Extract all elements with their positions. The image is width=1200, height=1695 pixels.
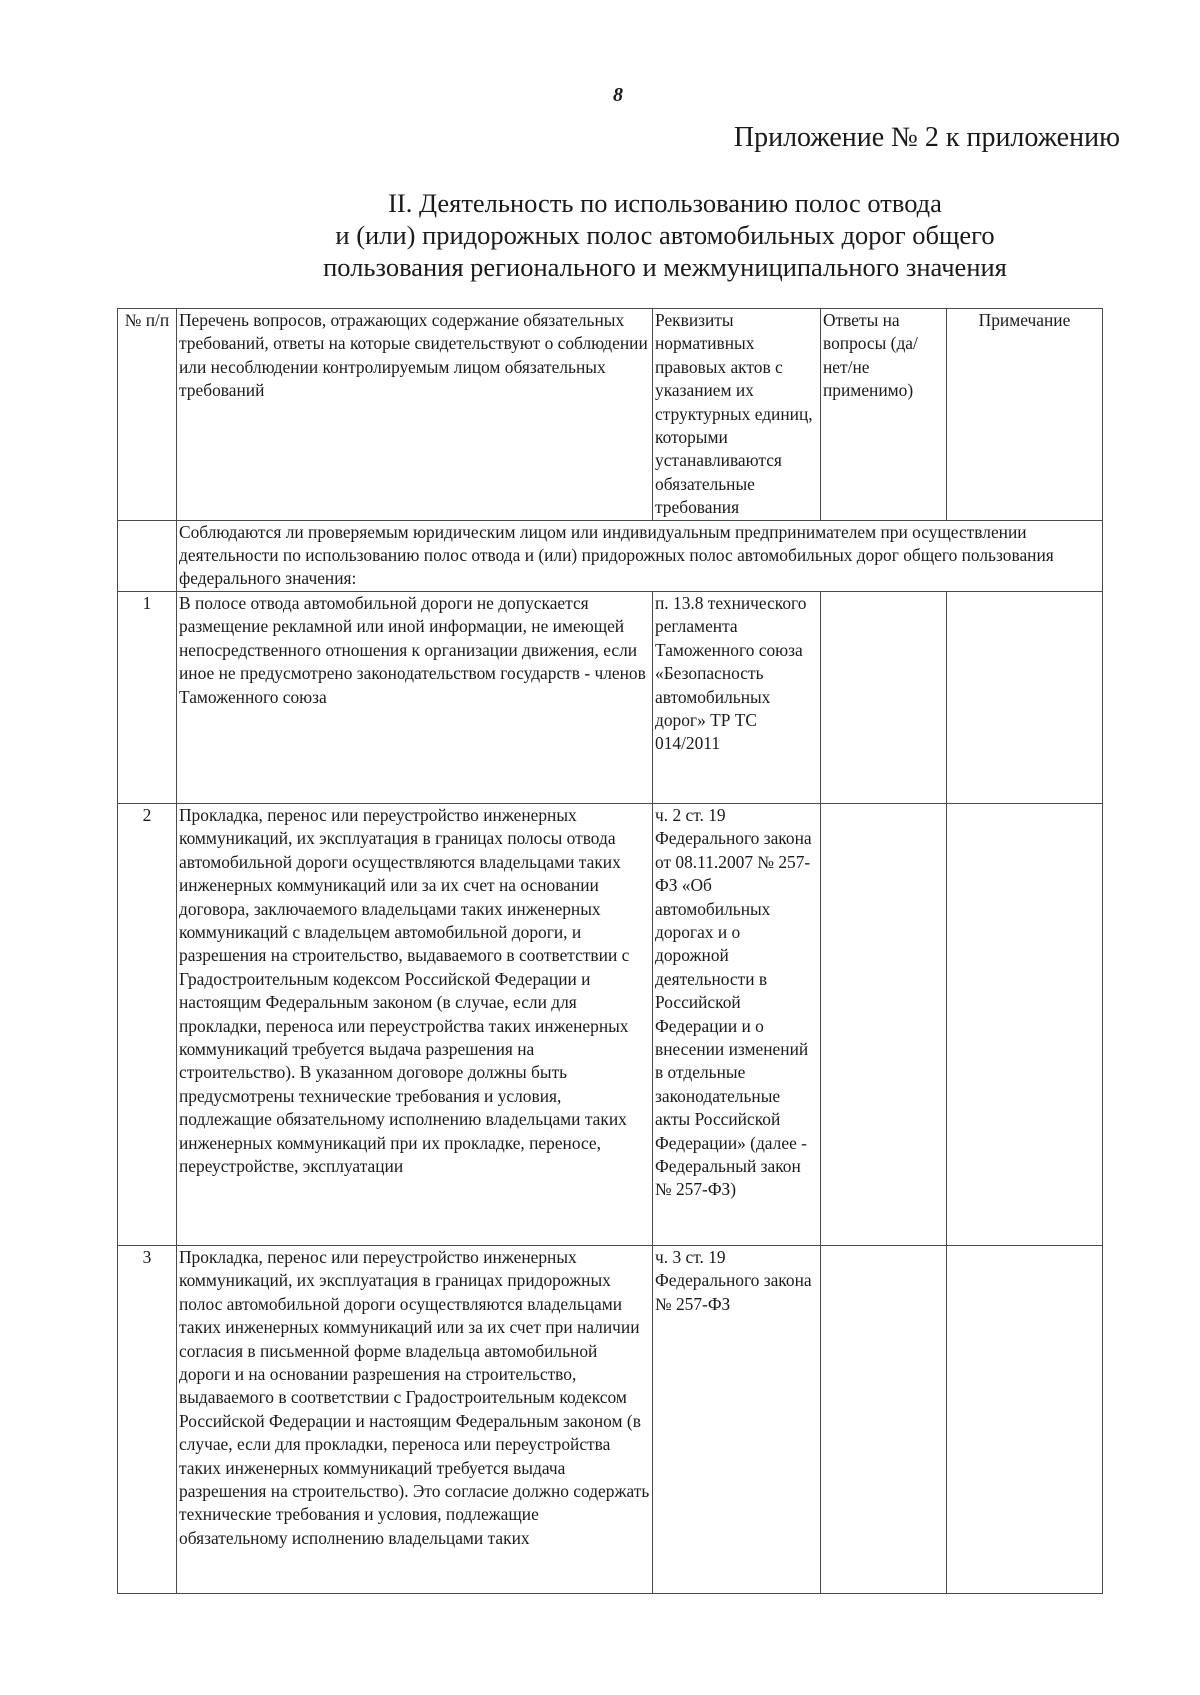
header-requisites: Реквизиты нормативных правовых актов с указанием их структурных единиц, которыми устанавливаются обязательные требования: [653, 309, 821, 521]
row-num: 2: [118, 803, 177, 1245]
row-answer: [821, 591, 947, 803]
section-title-line: и (или) придорожных полос автомобильных дорог общего: [335, 220, 995, 250]
header-questions: Перечень вопросов, отражающих содержание обязательных требований, ответы на которые свидетельствуют о соблюдении или несоблюдении контролируемым лицом обязательных требований: [177, 309, 653, 521]
group-row-num: [118, 520, 177, 591]
section-title-line: II. Деятельность по использованию полос отвода: [388, 188, 942, 218]
row-question: Прокладка, перенос или переустройство инженерных коммуникаций, их эксплуатация в границах придорожных полос автомобильной дороги осуществляются владельцами таких инженерных коммуникаций или за их счет при наличии согласия в письменной форме владельца автомобильной дороги и на основании разрешения на строительство, выдаваемого в соответствии с Градостроительным кодексом Российской Федерации и настоящим Федеральным законом (в случае, если для прокладки, переноса или переустройства таких инженерных коммуникаций требуется выдача разрешения на строительство). Это согласие должно содержать технические требования и условия, подлежащие обязательному исполнению владельцами таких: [177, 1245, 653, 1593]
page-number: 8: [613, 84, 623, 106]
row-note: [947, 803, 1103, 1245]
header-num: № п/п: [118, 309, 177, 521]
row-num: 1: [118, 591, 177, 803]
table-row: [118, 1245, 1103, 1593]
group-row-text: Соблюдаются ли проверяемым юридическим лицом или индивидуальным предпринимателем при осуществлении деятельности по использованию полос отвода и (или) придорожных полос автомобильных дорог общего пользования федерального значения:: [177, 520, 1103, 591]
appendix-label: Приложение № 2 к приложению: [733, 122, 1120, 153]
row-note: [947, 1245, 1103, 1593]
requirements-table: [117, 308, 1103, 1594]
row-answer: [821, 803, 947, 1245]
table-header-row: [118, 309, 1103, 521]
row-answer: [821, 1245, 947, 1593]
table-row: [118, 803, 1103, 1245]
table-group-row: [118, 520, 1103, 591]
row-requisite: ч. 3 ст. 19 Федерального закона № 257-ФЗ: [653, 1245, 821, 1593]
row-requisite: ч. 2 ст. 19 Федерального закона от 08.11.2007 № 257-ФЗ «Об автомобильных дорогах и о дорожной деятельности в Российской Федерации и о внесении изменений в отдельные законодательные акты Российской Федерации» (далее - Федеральный закон № 257-ФЗ): [653, 803, 821, 1245]
table-row: [118, 591, 1103, 803]
row-num: 3: [118, 1245, 177, 1593]
section-title: [130, 187, 1200, 283]
section-title-line: пользования регионального и межмуниципального значения: [323, 252, 1007, 282]
row-requisite: п. 13.8 технического регламента Таможенного союза «Безопасность автомобильных дорог» ТР ТС 014/2011: [653, 591, 821, 803]
header-note: Примечание: [947, 309, 1103, 521]
row-note: [947, 591, 1103, 803]
row-question: В полосе отвода автомобильной дороги не допускается размещение рекламной или иной информации, не имеющей непосредственного отношения к организации движения, если иное не предусмотрено законодательством государств - членов Таможенного союза: [177, 591, 653, 803]
header-answers: Ответы на вопросы (да/нет/не применимо): [821, 309, 947, 521]
row-question: Прокладка, перенос или переустройство инженерных коммуникаций, их эксплуатация в границах полосы отвода автомобильной дороги осуществляются владельцами таких инженерных коммуникаций или за их счет на основании договора, заключаемого владельцами таких инженерных коммуникаций с владельцем автомобильной дороги, и разрешения на строительство, выдаваемого в соответствии с Градостроительным кодексом Российской Федерации и настоящим Федеральным законом (в случае, если для прокладки, переноса или переустройства таких инженерных коммуникаций требуется выдача разрешения на строительство). В указанном договоре должны быть предусмотрены технические требования и условия, подлежащие обязательному исполнению владельцами таких инженерных коммуникаций при их прокладке, переносе, переустройстве, эксплуатации: [177, 803, 653, 1245]
